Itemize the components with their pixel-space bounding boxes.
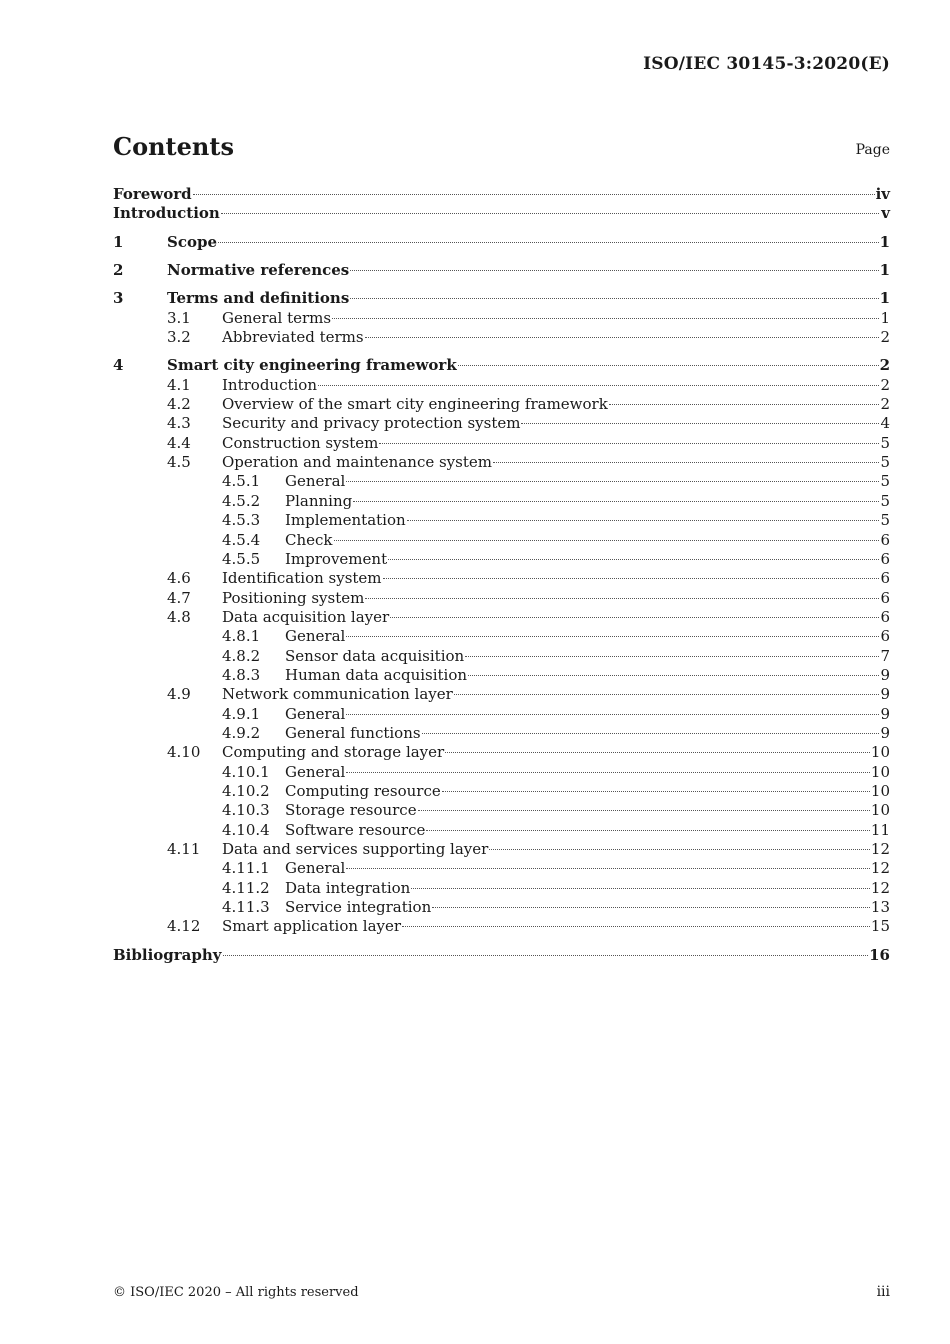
- toc-entry-page: 6: [880, 607, 890, 626]
- dot-leader: [388, 559, 879, 560]
- toc-entry-title: General: [285, 472, 346, 491]
- toc-entry-title: Implementation: [285, 511, 406, 530]
- toc-entry-number: 4.10: [167, 743, 201, 762]
- toc-entry-number: 4.5.4: [222, 530, 261, 549]
- toc-entry-page: 5: [880, 511, 890, 530]
- toc-entry-title: Operation and maintenance system: [222, 453, 492, 472]
- toc-entry-number: 4.2: [167, 395, 191, 414]
- toc-entry[interactable]: [113, 917, 890, 936]
- toc-entry-number: 3.2: [167, 328, 191, 347]
- toc-entry-number: 4.11: [167, 840, 201, 858]
- toc-entry-title: Introduction: [222, 375, 317, 394]
- dot-leader: [218, 242, 879, 243]
- toc-entry-page: 9: [880, 704, 890, 723]
- toc-entry-page: 9: [880, 685, 890, 704]
- toc-entry-title: General: [285, 704, 346, 723]
- toc-entry[interactable]: [113, 472, 890, 491]
- toc-entry-page: 9: [880, 723, 890, 742]
- toc-entry-title: Abbreviated terms: [222, 328, 364, 347]
- toc-entry[interactable]: [113, 531, 890, 550]
- toc-entry-number: 4.8.1: [222, 627, 261, 646]
- toc-entry-page: 10: [870, 762, 890, 781]
- toc-entry-title: Software resource: [285, 820, 426, 839]
- toc-entry-page: 2: [880, 375, 890, 394]
- toc-entry[interactable]: [113, 705, 890, 724]
- toc-entry-title: Data and services supporting layer: [222, 840, 489, 858]
- toc-entry-number: 4.8.3: [222, 665, 261, 684]
- toc-entry-page: 12: [870, 859, 890, 878]
- toc-entry-title: Data integration: [285, 878, 411, 897]
- toc-entry-title: Computing and storage layer: [222, 743, 445, 762]
- toc-entry[interactable]: [113, 511, 890, 530]
- dot-leader: [346, 868, 870, 869]
- dot-leader: [458, 365, 879, 366]
- toc-entry-number: 4.5.1: [222, 472, 261, 491]
- toc-entry-number: 4.10.2: [222, 781, 270, 800]
- toc-entry[interactable]: [113, 261, 890, 280]
- dot-leader: [426, 830, 870, 831]
- toc-entry-title: Terms and definitions: [167, 289, 350, 308]
- toc-entry-number: 4.1: [167, 375, 191, 394]
- toc-entry-title: Foreword: [113, 185, 192, 203]
- dot-leader: [350, 298, 878, 299]
- toc-entry[interactable]: [113, 309, 890, 328]
- dot-leader: [350, 270, 878, 271]
- toc-entry[interactable]: [113, 589, 890, 608]
- toc-entry[interactable]: [113, 859, 890, 878]
- toc-entry[interactable]: [113, 627, 890, 646]
- toc-entry-number: 3: [113, 289, 124, 308]
- toc-entry[interactable]: [113, 569, 890, 588]
- toc-entry-page: 15: [870, 917, 890, 936]
- toc-entry-title: Network communication layer: [222, 685, 453, 704]
- dot-leader: [346, 636, 879, 637]
- dot-leader: [193, 194, 875, 195]
- toc-entry-title: General terms: [222, 308, 332, 327]
- toc-entry-page: 12: [870, 840, 890, 858]
- toc-entry-number: 4.10.4: [222, 820, 270, 839]
- toc-entry-page: 2: [880, 395, 890, 414]
- toc-entry[interactable]: [113, 782, 890, 801]
- dot-leader: [346, 481, 879, 482]
- dot-leader: [411, 888, 870, 889]
- toc-entry-number: 4.9: [167, 685, 191, 704]
- toc-entry-title: Security and privacy protection system: [222, 414, 521, 433]
- dot-leader: [521, 423, 879, 424]
- toc-entry-page: v: [881, 204, 890, 223]
- toc-entry[interactable]: [113, 685, 890, 704]
- toc-entry-number: 4.10.1: [222, 762, 270, 781]
- toc-entry-page: 10: [870, 743, 890, 762]
- toc-entry-page: 6: [880, 588, 890, 607]
- toc-entry-title: Check: [285, 530, 333, 549]
- toc-entry-page: 6: [880, 627, 890, 646]
- dot-leader: [390, 617, 879, 618]
- toc-entry[interactable]: [113, 743, 890, 762]
- document-id: ISO/IEC 30145-3:2020(E): [643, 54, 890, 74]
- toc-entry-page: 6: [880, 549, 890, 568]
- dot-leader: [318, 385, 879, 386]
- toc-entry-number: 4.11.1: [222, 859, 270, 878]
- toc-entry-title: General: [285, 762, 346, 781]
- toc-entry[interactable]: [113, 647, 890, 666]
- toc-entry-title: General functions: [285, 723, 421, 742]
- toc-entry[interactable]: [113, 233, 890, 252]
- dot-leader: [442, 791, 870, 792]
- toc-entry-number: 4.9.2: [222, 723, 261, 742]
- toc-entry[interactable]: [113, 414, 890, 433]
- toc-entry[interactable]: [113, 376, 890, 395]
- dot-leader: [334, 540, 879, 541]
- toc-entry-number: 4.12: [167, 917, 201, 936]
- dot-leader: [493, 462, 879, 463]
- toc-entry[interactable]: [113, 395, 890, 414]
- toc-entry-page: 2: [880, 328, 890, 347]
- toc-entry-title: Normative references: [167, 261, 350, 280]
- toc-entry[interactable]: [113, 328, 890, 347]
- toc-entry-page: iv: [875, 185, 890, 203]
- toc-entry[interactable]: [113, 724, 890, 743]
- toc-entry-number: 4: [113, 356, 124, 375]
- toc-entry[interactable]: [113, 453, 890, 472]
- toc-entry-page: 6: [880, 569, 890, 588]
- toc-entry[interactable]: [113, 550, 890, 569]
- dot-leader: [346, 772, 870, 773]
- toc-entry-number: 4.5.5: [222, 549, 261, 568]
- toc-entry-page: 5: [880, 453, 890, 472]
- toc-entry[interactable]: [113, 801, 890, 820]
- dot-leader: [365, 337, 879, 338]
- toc-entry[interactable]: [113, 356, 890, 375]
- dot-leader: [379, 443, 879, 444]
- dot-leader: [402, 926, 870, 927]
- dot-leader: [468, 675, 879, 676]
- toc-entry-page: 7: [880, 646, 890, 665]
- dot-leader: [365, 598, 879, 599]
- toc-entry[interactable]: [113, 492, 890, 511]
- dot-leader: [223, 955, 869, 956]
- toc-entry-page: 4: [880, 414, 890, 433]
- dot-leader: [454, 694, 879, 695]
- toc-entry-page: 11: [870, 820, 890, 839]
- toc-entry-page: 12: [870, 878, 890, 897]
- toc-entry-page: 16: [869, 945, 890, 964]
- toc-entry-title: Human data acquisition: [285, 665, 468, 684]
- toc-entry[interactable]: [113, 434, 890, 453]
- toc-entry[interactable]: [113, 185, 890, 204]
- toc-entry-title: Scope: [167, 232, 218, 251]
- toc-entry[interactable]: [113, 840, 890, 859]
- toc-entry-page: 13: [870, 898, 890, 917]
- page-column-label: Page: [855, 142, 890, 158]
- toc-entry-number: 4.11.2: [222, 878, 270, 897]
- dot-leader: [465, 656, 879, 657]
- toc-entry-number: 4.6: [167, 569, 191, 588]
- table-of-contents: [113, 185, 890, 965]
- dot-leader: [445, 752, 870, 753]
- toc-entry-title: Positioning system: [222, 588, 365, 607]
- toc-entry-title: Planning: [285, 491, 353, 510]
- toc-entry-number: 4.9.1: [222, 704, 261, 723]
- toc-entry-number: 3.1: [167, 308, 191, 327]
- toc-entry-title: Storage resource: [285, 801, 417, 820]
- toc-entry[interactable]: [113, 204, 890, 223]
- toc-entry-title: Data acquisition layer: [222, 607, 390, 626]
- toc-entry-page: 6: [880, 530, 890, 549]
- toc-entry-page: 1: [879, 261, 890, 280]
- toc-entry-number: 4.10.3: [222, 801, 270, 820]
- toc-entry-title: Sensor data acquisition: [285, 646, 465, 665]
- toc-entry-number: 4.5.2: [222, 491, 261, 510]
- toc-entry-number: 1: [113, 232, 124, 251]
- page-title: Contents: [113, 132, 234, 161]
- toc-entry[interactable]: [113, 946, 890, 965]
- toc-entry-page: 5: [880, 472, 890, 491]
- toc-entry-page: 1: [879, 232, 890, 251]
- toc-entry[interactable]: [113, 289, 890, 308]
- dot-leader: [353, 501, 879, 502]
- toc-entry[interactable]: [113, 608, 890, 627]
- toc-entry-number: 4.4: [167, 433, 191, 452]
- dot-leader: [422, 733, 879, 734]
- toc-entry-title: Smart application layer: [222, 917, 402, 936]
- toc-entry-number: 4.8: [167, 607, 191, 626]
- toc-entry-title: Computing resource: [285, 781, 441, 800]
- toc-entry-page: 9: [880, 665, 890, 684]
- toc-entry-page: 1: [879, 289, 890, 308]
- dot-leader: [407, 520, 879, 521]
- toc-entry-number: 2: [113, 261, 124, 280]
- toc-entry[interactable]: [113, 879, 890, 898]
- toc-entry[interactable]: [113, 898, 890, 917]
- toc-entry-title: Bibliography: [113, 945, 222, 964]
- toc-entry-title: Construction system: [222, 433, 379, 452]
- dot-leader: [418, 810, 870, 811]
- toc-entry-page: 10: [870, 781, 890, 800]
- toc-entry-page: 10: [870, 801, 890, 820]
- toc-entry-page: 5: [880, 491, 890, 510]
- page-number: iii: [876, 1284, 890, 1300]
- dot-leader: [432, 907, 870, 908]
- toc-entry-number: 4.5: [167, 453, 191, 472]
- dot-leader: [332, 318, 879, 319]
- toc-entry-page: 2: [879, 356, 890, 375]
- toc-entry-title: Smart city engineering framework: [167, 356, 457, 375]
- toc-entry[interactable]: [113, 666, 890, 685]
- toc-entry-title: Identification system: [222, 569, 382, 588]
- toc-entry-title: Service integration: [285, 898, 432, 917]
- toc-entry-title: General: [285, 627, 346, 646]
- toc-entry-title: Introduction: [113, 204, 220, 223]
- toc-entry-title: Improvement: [285, 549, 388, 568]
- toc-entry-title: General: [285, 859, 346, 878]
- toc-entry[interactable]: [113, 763, 890, 782]
- dot-leader: [383, 578, 879, 579]
- toc-entry-number: 4.3: [167, 414, 191, 433]
- toc-entry-number: 4.7: [167, 588, 191, 607]
- toc-entry-page: 5: [880, 433, 890, 452]
- toc-entry-title: Overview of the smart city engineering framework: [222, 395, 608, 414]
- toc-entry[interactable]: [113, 821, 890, 840]
- dot-leader: [489, 849, 870, 850]
- toc-entry-number: 4.5.3: [222, 511, 261, 530]
- dot-leader: [609, 404, 879, 405]
- dot-leader: [346, 714, 879, 715]
- dot-leader: [221, 213, 879, 214]
- toc-entry-page: 1: [880, 308, 890, 327]
- copyright-notice: © ISO/IEC 2020 – All rights reserved: [113, 1285, 359, 1300]
- toc-entry-number: 4.8.2: [222, 646, 261, 665]
- toc-entry-number: 4.11.3: [222, 898, 270, 917]
